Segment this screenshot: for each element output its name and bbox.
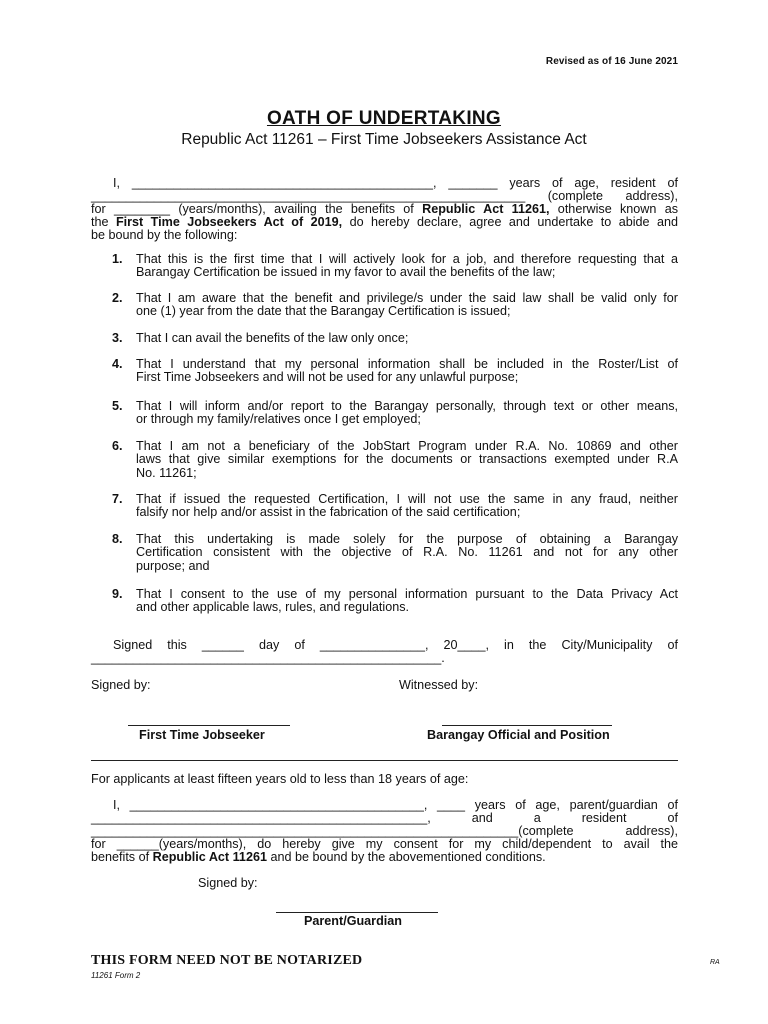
item-line: laws that give similar exemptions for the documents or transactions exempted under R.A <box>136 452 678 467</box>
item-number: 9. <box>112 587 123 601</box>
consent-line: ________________________________________________, and a resident of <box>91 811 678 825</box>
item-line: purpose; and <box>136 558 210 573</box>
minor-section-heading: For applicants at least fifteen years old to less than 18 years of age: <box>91 772 469 786</box>
item-number: 5. <box>112 399 123 413</box>
intro-line: be bound by the following: <box>91 228 238 242</box>
parent-signed-by-label: Signed by: <box>198 876 258 890</box>
item-number: 7. <box>112 492 123 506</box>
parent-signature-line <box>276 912 438 913</box>
item-line: or through my family/relatives once I get employed; <box>136 412 421 427</box>
item-line: That I understand that my personal information shall be included in the Roster/List of <box>136 357 678 371</box>
intro-act-name: Republic Act 11261, <box>422 202 550 216</box>
item-number: 4. <box>112 357 123 371</box>
undertaking-item-6 <box>112 440 678 480</box>
item-number: 3. <box>112 331 123 345</box>
consent-text: benefits of <box>91 850 153 864</box>
item-line: That I am aware that the benefit and privilege/s under the said law shall be valid only for <box>136 291 678 305</box>
item-line: That I am not a beneficiary of the JobStart Program under R.A. No. 10869 and other <box>136 439 678 453</box>
item-line: falsify nor help and/or assist in the fabrication of the said certification; <box>136 505 521 520</box>
consent-act-name: Republic Act 11261 <box>152 850 267 864</box>
item-line: one (1) year from the date that the Barangay Certification is issued; <box>136 304 511 319</box>
intro-text: otherwise known as <box>549 202 678 216</box>
item-line: That if issued the requested Certification, I will not use the same in any fraud, neither <box>136 492 678 506</box>
item-number: 2. <box>112 291 123 305</box>
item-line: Certification consistent with the objective of R.A. No. 11261 and not for any other <box>136 545 678 560</box>
intro-line: ______________________________________________________________ (complete address), <box>91 189 678 203</box>
item-line: and other applicable laws, rules, and regulations. <box>136 600 410 615</box>
section-divider <box>91 760 678 761</box>
consent-line: _____________________________________________________________(complete address), <box>91 824 678 838</box>
item-line: Barangay Certification be issued in my favor to avail the benefits of the law; <box>136 265 556 280</box>
undertaking-item-5 <box>112 400 678 427</box>
item-line: That I will inform and/or report to the Barangay personally, through text or other means, <box>136 399 678 413</box>
consent-text: I, __________________________________________, ____ years of age, parent/guardian of <box>113 798 678 812</box>
parent-signature-label: Parent/Guardian <box>304 914 402 928</box>
item-line: No. 11261; <box>136 465 197 480</box>
item-line: That this is the first time that I will actively look for a job, and therefore requesting that a <box>136 252 678 266</box>
intro-line-text: I, ___________________________________________, _______ years of age, resident of <box>113 176 678 190</box>
signed-this-text: Signed this ______ day of _______________, 20____, in the City/Municipality of <box>113 638 678 652</box>
ra-mark: RA <box>710 959 720 966</box>
item-number: 8. <box>112 532 123 546</box>
form-code: 11261 Form 2 <box>91 971 141 980</box>
intro-act-short-name: First Time Jobseekers Act of 2019, <box>115 215 343 229</box>
undertaking-item-4 <box>112 358 678 385</box>
item-line: That I consent to the use of my personal information pursuant to the Data Privacy Act <box>136 587 678 601</box>
jobseeker-signature-label: First Time Jobseeker <box>139 728 265 742</box>
intro-text: for ________ (years/months), availing the benefits of <box>91 202 423 216</box>
consent-text: and be bound by the abovementioned conditions. <box>266 850 546 864</box>
notarization-notice: THIS FORM NEED NOT BE NOTARIZED <box>91 953 363 968</box>
intro-text: the <box>91 215 116 229</box>
document-title: OATH OF UNDERTAKING <box>266 108 502 129</box>
undertaking-item-7 <box>112 493 678 520</box>
consent-line <box>91 851 678 864</box>
item-number: 6. <box>112 439 123 453</box>
item-line: That I can avail the benefits of the law only once; <box>136 331 409 345</box>
intro-text: do hereby declare, agree and undertake to abide and <box>342 215 678 229</box>
official-signature-line <box>442 725 612 726</box>
undertaking-item-2 <box>112 292 678 319</box>
witnessed-by-label: Witnessed by: <box>399 678 479 692</box>
official-signature-label: Barangay Official and Position <box>427 728 610 742</box>
revision-date: Revised as of 16 June 2021 <box>545 56 678 67</box>
undertaking-item-8 <box>112 533 678 573</box>
jobseeker-signature-line <box>128 725 290 726</box>
item-number: 1. <box>112 252 123 266</box>
document-subtitle: Republic Act 11261 – First Time Jobseekers Assistance Act <box>181 131 587 148</box>
signed-this-city-line: __________________________________________________. <box>91 651 445 665</box>
signed-by-label: Signed by: <box>91 678 151 692</box>
consent-line: for ______(years/months), do hereby give my consent for my child/dependent to avail the <box>91 837 678 851</box>
undertaking-item-3 <box>112 332 678 345</box>
item-line: That this undertaking is made solely for the purpose of obtaining a Barangay <box>136 532 678 546</box>
undertaking-item-1 <box>112 253 678 280</box>
item-line: First Time Jobseekers and will not be used for any unlawful purpose; <box>136 370 519 385</box>
undertaking-item-9 <box>112 588 678 615</box>
